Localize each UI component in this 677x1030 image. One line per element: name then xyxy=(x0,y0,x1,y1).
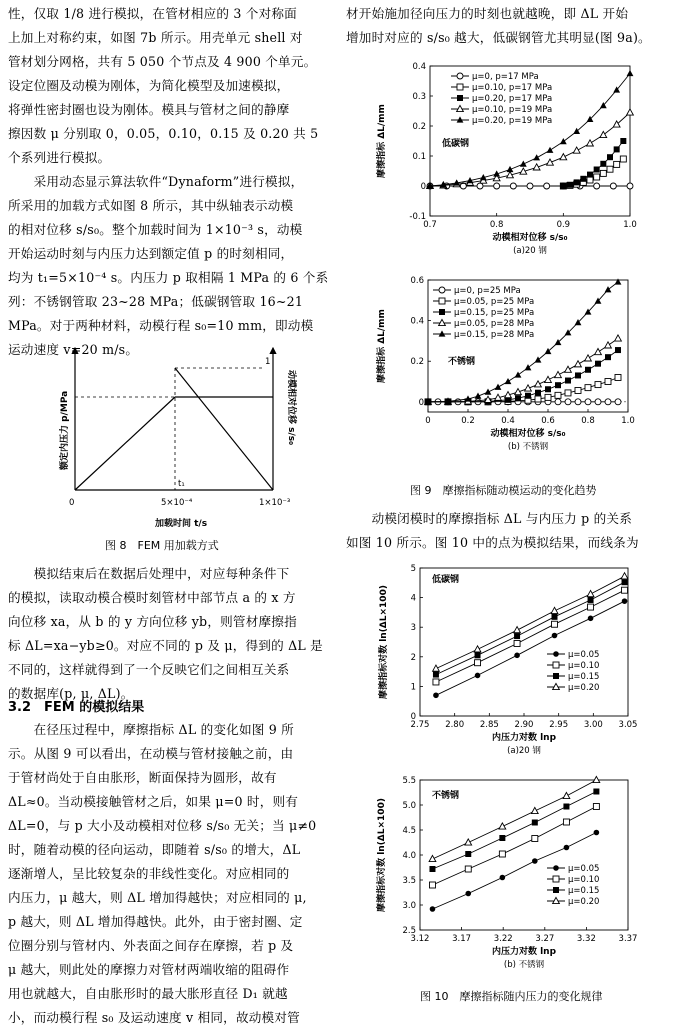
x-tick-label: 3.32 xyxy=(576,934,596,944)
data-point xyxy=(565,366,572,372)
legend-marker xyxy=(457,105,464,111)
legend-marker xyxy=(457,84,463,90)
data-point xyxy=(429,882,435,888)
text-line: 时，随着动模的径向运动，即随着 s/s₀ 的增大，ΔL xyxy=(8,842,301,857)
data-point xyxy=(495,384,502,390)
text-line: 上加上对称约束，如图 7b 所示。用壳单元 shell 对 xyxy=(8,30,303,45)
data-point xyxy=(499,835,505,841)
y-axis-label: 摩擦指标对数 ln(ΔL×100) xyxy=(379,585,389,699)
data-point xyxy=(565,378,571,384)
text-line: 管材划分网格，共有 5 050 个节点及 4 900 个单元。 xyxy=(8,54,317,69)
y-tick-label: 0.4 xyxy=(410,316,424,327)
data-point xyxy=(567,182,573,188)
material-label: 低碳钢 xyxy=(442,139,470,149)
text-line: 如图 10 所示。图 10 中的点为模拟结果，而线条为 xyxy=(346,535,639,550)
text-line: 位圈分别与管材内、外表面之间存在摩擦，若 p 及 xyxy=(8,938,294,953)
data-point xyxy=(560,183,566,189)
x-tick-label: 3.22 xyxy=(493,934,513,944)
data-point xyxy=(587,172,593,178)
x-tick-label: 3.12 xyxy=(410,934,430,944)
data-point xyxy=(555,382,561,388)
text-line: ΔL=0，与 p 大小及动模相对位移 s/s₀ 无关；当 μ≠0 xyxy=(8,818,317,833)
x-tick-label: 0.8 xyxy=(581,416,595,426)
paragraph-right-mid xyxy=(346,507,639,555)
data-point xyxy=(585,385,591,391)
data-point xyxy=(607,154,613,160)
x-axis-label: 动模相对位移 s/s₀ xyxy=(490,429,566,439)
data-point xyxy=(531,807,538,813)
legend-marker xyxy=(439,287,445,293)
data-point xyxy=(485,388,492,394)
text-line: μ 越大，则此处的摩擦力对管材两端收缩的阻碍作 xyxy=(8,962,290,977)
x-tick-label: 3.37 xyxy=(618,934,638,944)
data-point xyxy=(595,399,601,405)
data-point xyxy=(535,356,542,362)
data-point xyxy=(615,347,621,353)
figure-9b-svg xyxy=(370,272,660,472)
data-point xyxy=(551,607,558,613)
data-point xyxy=(627,183,633,189)
text-line: 的相对位移 s/s₀。整个加载时间为 1×10⁻³ s，动模 xyxy=(8,222,303,237)
data-point xyxy=(600,170,606,176)
data-point xyxy=(533,154,540,160)
fig8-ylabel: 额定内压力 p/MPa xyxy=(60,390,70,470)
data-point xyxy=(555,392,561,398)
paragraph-postprocess xyxy=(8,562,323,706)
data-point xyxy=(525,393,531,399)
data-point xyxy=(594,174,600,180)
paragraph-results xyxy=(8,718,316,1030)
data-point xyxy=(433,672,439,678)
data-point xyxy=(565,390,571,396)
data-point xyxy=(545,386,551,392)
data-point xyxy=(563,804,569,810)
x-tick-label: 3.27 xyxy=(535,934,555,944)
data-point xyxy=(593,789,599,795)
data-point xyxy=(500,875,506,881)
data-point xyxy=(575,387,581,393)
y-tick-label: 0 xyxy=(418,397,424,408)
text-line: 列：不锈钢管取 23~28 MPa；低碳钢管取 16~21 xyxy=(8,294,304,309)
y-axis-label: 摩擦指标 ΔL/mm xyxy=(377,309,387,383)
data-point xyxy=(607,166,613,172)
fig8-tick-one: 1 xyxy=(265,357,271,367)
x-tick-label: 2.90 xyxy=(514,720,534,730)
paragraph-right-top xyxy=(346,2,651,50)
text-line: 于管材尚处于自由胀形，断面保持为圆形，故有 xyxy=(8,770,277,785)
data-point xyxy=(547,147,554,153)
legend-label: μ=0.10 xyxy=(568,661,600,671)
legend-marker xyxy=(553,651,559,657)
y-axis-label: 摩擦指标 ΔL/mm xyxy=(377,104,387,178)
figure-10a-svg xyxy=(370,560,660,770)
data-point xyxy=(594,183,600,189)
data-point xyxy=(588,604,594,610)
data-point xyxy=(477,183,483,189)
subfigure-label: (a)20 钢 xyxy=(513,246,547,256)
data-point xyxy=(532,836,538,842)
data-point xyxy=(615,399,621,405)
data-point xyxy=(594,830,600,836)
material-label: 不锈钢 xyxy=(432,791,460,801)
text-line: MPa。对于两种材料，动模行程 s₀=10 mm，即动模 xyxy=(8,318,314,333)
data-point xyxy=(587,177,593,183)
figure-10-caption: 图 10 摩擦指标随内压力的变化规律 xyxy=(420,990,603,1003)
data-point xyxy=(505,378,512,384)
data-point xyxy=(499,823,506,829)
legend-marker xyxy=(553,876,559,882)
figure-8-loading-diagram xyxy=(55,340,305,534)
data-point xyxy=(574,179,580,185)
x-axis-label: 动模相对位移 s/s₀ xyxy=(492,233,568,243)
x-tick-label: 0 xyxy=(425,416,431,426)
y-tick-label: 0.1 xyxy=(412,152,426,162)
data-point xyxy=(593,804,599,810)
section-heading-3-2: 3.2 FEM 的模拟结果 xyxy=(8,700,145,715)
legend-label: μ=0, p=17 MPa xyxy=(472,72,539,82)
x-tick-label: 2.75 xyxy=(410,720,430,730)
data-point xyxy=(594,167,600,173)
data-point xyxy=(563,819,569,825)
text-line: 将弹性密封圈也设为刚体。模具与管材之间的静摩 xyxy=(8,102,290,117)
data-point xyxy=(544,183,550,189)
subfigure-label: (b) 不锈钢 xyxy=(507,442,549,452)
legend-marker xyxy=(439,330,446,336)
fig8-xlabel: 加载时间 t/s xyxy=(155,519,208,529)
data-point xyxy=(563,792,570,798)
data-point xyxy=(514,640,520,646)
data-point xyxy=(615,374,621,380)
legend-label: μ=0.10 xyxy=(568,875,600,885)
x-tick-label: 0.9 xyxy=(556,220,571,230)
data-point xyxy=(615,335,622,341)
legend-label: μ=0.05, p=28 MPa xyxy=(454,319,535,329)
data-point xyxy=(595,348,602,354)
legend-label: μ=0.05 xyxy=(568,650,600,660)
text-line: 所采用的加载方式如图 8 所示，其中纵轴表示动模 xyxy=(8,198,294,213)
data-point xyxy=(595,361,601,367)
y-tick-label: 0.2 xyxy=(410,357,424,368)
subfigure-label: (b) 不锈钢 xyxy=(503,960,545,970)
text-line: 不同的，这样就得到了一个反映它们之间相互关系 xyxy=(8,662,290,677)
plot-frame xyxy=(420,780,628,930)
legend-label: μ=0, p=25 MPa xyxy=(454,286,521,296)
y-tick-label: 2 xyxy=(410,652,416,663)
data-point xyxy=(433,665,440,671)
legend-label: μ=0.05, p=25 MPa xyxy=(454,297,535,307)
data-point xyxy=(430,906,436,912)
fig8-tick-mid: 5×10⁻⁴ xyxy=(161,498,193,508)
legend-marker xyxy=(553,662,559,668)
text-line: p 越大，则 ΔL 增加得越快。此外，由于密封圈、定 xyxy=(8,914,303,929)
text-line: 采用动态显示算法软件“Dynaform”进行模拟， xyxy=(8,174,304,189)
data-point xyxy=(552,614,558,620)
data-point xyxy=(527,183,533,189)
text-line: 材开始施加径向压力的时刻也就越晚，即 ΔL 开始 xyxy=(346,6,629,21)
data-point xyxy=(465,866,471,872)
legend-marker xyxy=(553,683,560,689)
legend-marker xyxy=(553,673,559,679)
text-line: 开始运动时刻与内压力达到额定值 p 的时刻相同， xyxy=(8,246,294,261)
data-point xyxy=(605,399,611,405)
data-point xyxy=(610,183,616,189)
data-point xyxy=(525,385,532,391)
figure-9a-chart xyxy=(370,58,660,272)
legend-marker xyxy=(439,309,445,315)
text-line: 性，仅取 1/8 进行模拟，在管材相应的 3 个对称面 xyxy=(8,6,297,21)
y-tick-label: 3.0 xyxy=(402,901,416,911)
data-point xyxy=(587,140,594,146)
y-tick-label: 5.0 xyxy=(402,801,416,811)
data-point xyxy=(545,376,552,382)
legend-label: μ=0.20 xyxy=(568,683,600,693)
text-line: 运动速度 v=20 m/s。 xyxy=(8,342,139,357)
data-point xyxy=(585,399,591,405)
x-tick-label: 1.0 xyxy=(621,416,635,426)
legend-marker xyxy=(553,887,559,893)
text-line: 均为 t₁=5×10⁻⁴ s。内压力 p 取相隔 1 MPa 的 6 个系 xyxy=(8,270,329,285)
x-tick-label: 1.0 xyxy=(623,220,637,230)
y-tick-label: 0.3 xyxy=(412,92,426,102)
data-point xyxy=(515,395,521,401)
data-point xyxy=(535,381,542,387)
legend-label: μ=0.20, p=17 MPa xyxy=(472,94,553,104)
data-point xyxy=(515,371,522,377)
data-point xyxy=(564,845,570,851)
y-tick-label: 2.5 xyxy=(402,926,416,936)
text-line: 模拟结束后在数据后处理中，对应每种条件下 xyxy=(8,566,290,581)
y-tick-label: 1 xyxy=(410,682,416,693)
fig8-tick-zero: 0 xyxy=(69,498,75,508)
legend-label: μ=0.20, p=19 MPa xyxy=(472,116,553,126)
figure-9a-svg xyxy=(370,58,660,268)
text-line: 标 ΔL=xa−yb≥0。对应不同的 p 及 μ，得到的 ΔL 是 xyxy=(8,638,323,653)
data-point xyxy=(621,573,628,579)
figure-10a-chart xyxy=(370,560,660,774)
data-point xyxy=(595,382,601,388)
legend-label: μ=0.10, p=17 MPa xyxy=(472,83,553,93)
y-tick-label: 0.6 xyxy=(410,276,424,286)
legend-label: μ=0.15, p=25 MPa xyxy=(454,308,535,318)
legend-marker xyxy=(439,319,446,325)
data-point xyxy=(465,851,471,857)
text-line: 擦因数 μ 分别取 0，0.05，0.10，0.15 及 0.20 共 5 xyxy=(8,126,319,141)
data-point xyxy=(560,154,567,160)
x-tick-label: 3.17 xyxy=(452,934,472,944)
data-point xyxy=(535,396,541,402)
data-point xyxy=(475,660,481,666)
x-tick-label: 0.4 xyxy=(501,416,515,426)
data-point xyxy=(552,633,558,639)
y-tick-label: 3.5 xyxy=(402,876,416,886)
data-point xyxy=(622,579,628,585)
data-point xyxy=(605,342,612,348)
y-tick-label: 0 xyxy=(410,712,416,722)
x-tick-label: 2.80 xyxy=(445,720,465,730)
text-line: 的模拟，读取动模合模时刻管材中部节点 a 的 x 方 xyxy=(8,590,296,605)
legend-label: μ=0.15, p=28 MPa xyxy=(454,330,535,340)
data-point xyxy=(433,692,439,698)
x-tick-label: 0.2 xyxy=(461,416,475,426)
x-tick-label: 2.95 xyxy=(549,720,569,730)
data-point xyxy=(622,598,628,604)
data-point xyxy=(605,354,611,360)
data-point xyxy=(605,379,611,385)
material-label: 不锈钢 xyxy=(448,357,476,367)
legend-label: μ=0.05 xyxy=(568,864,600,874)
figure-10b-svg xyxy=(370,772,660,982)
paragraph-loading xyxy=(8,170,328,362)
data-point xyxy=(475,673,481,679)
data-point xyxy=(433,679,439,685)
data-point xyxy=(429,855,436,861)
data-point xyxy=(514,633,520,639)
y-axis-label: 摩擦指标对数 ln(ΔL×100) xyxy=(377,798,387,912)
y-tick-label: 5 xyxy=(410,564,416,574)
data-point xyxy=(499,851,505,857)
text-line: 内压力，μ 越大，则 ΔL 增加得越快；对应相同的 μ, xyxy=(8,890,307,905)
legend-marker xyxy=(553,865,559,871)
plot-frame xyxy=(420,568,628,716)
data-point xyxy=(555,371,562,377)
y-tick-label: 5.5 xyxy=(402,776,416,786)
data-point xyxy=(627,109,634,115)
x-tick-label: 0.8 xyxy=(489,220,504,230)
data-point xyxy=(510,183,516,189)
displacement-line xyxy=(175,368,273,490)
data-point xyxy=(514,653,520,659)
data-point xyxy=(622,587,628,593)
data-point xyxy=(615,278,622,284)
data-point xyxy=(555,399,561,405)
data-point xyxy=(565,399,571,405)
y-tick-label: 4.5 xyxy=(402,826,416,836)
legend-label: μ=0.15 xyxy=(568,886,600,896)
data-point xyxy=(627,70,634,76)
x-tick-label: 3.05 xyxy=(618,720,638,730)
data-point xyxy=(593,776,600,782)
y-tick-label: 0.4 xyxy=(412,62,426,72)
text-line: 的数据库(p, μ, ΔL)。 xyxy=(8,686,134,701)
x-tick-label: 0.7 xyxy=(423,220,437,230)
y-tick-label: 0 xyxy=(420,182,426,192)
y-tick-label: 4 xyxy=(410,593,416,604)
text-line: 动模闭模时的摩擦指标 ΔL 与内压力 p 的关系 xyxy=(346,511,633,526)
data-point xyxy=(525,364,532,370)
text-line: 示。从图 9 可以看出，在动模与管材接触之前，由 xyxy=(8,746,294,761)
figure-10b-chart xyxy=(370,772,660,986)
material-label: 低碳钢 xyxy=(432,575,460,585)
legend-marker xyxy=(553,897,560,903)
legend-label: μ=0.20 xyxy=(568,897,600,907)
data-point xyxy=(600,131,607,137)
legend-label: μ=0.15 xyxy=(568,672,600,682)
y-tick-label: 3 xyxy=(410,623,416,634)
data-point xyxy=(620,138,626,144)
data-point xyxy=(475,652,481,658)
text-line: 小，而动模行程 s₀ 及运动速度 v 相同，故动模对管 xyxy=(8,1010,300,1025)
text-line: 增加时对应的 s/s₀ 越大，低碳钢管尤其明显(图 9a)。 xyxy=(346,30,651,45)
figure-8-svg xyxy=(55,340,305,530)
data-point xyxy=(552,621,558,627)
series-line xyxy=(433,792,597,870)
data-point xyxy=(465,839,472,845)
y-tick-label: -0.1 xyxy=(409,212,426,222)
x-tick-label: 2.85 xyxy=(479,720,499,730)
text-line: 个系列进行模拟。 xyxy=(8,150,111,165)
data-point xyxy=(575,361,582,367)
data-point xyxy=(545,394,551,400)
data-point xyxy=(588,616,594,622)
x-axis-label: 内压力对数 lnp xyxy=(491,733,557,743)
data-point xyxy=(535,390,541,396)
data-point xyxy=(620,156,626,162)
x-tick-label: 3.00 xyxy=(583,720,603,730)
data-point xyxy=(585,367,591,373)
data-point xyxy=(429,866,435,872)
data-point xyxy=(514,627,521,633)
x-axis-label: 内压力对数 lnp xyxy=(491,947,557,957)
y-tick-label: 4.0 xyxy=(402,851,416,861)
fig8-tick-t1: t₁ xyxy=(178,479,185,489)
text-line: ΔL≈0。当动模接触管材之后，如果 μ=0 时，则有 xyxy=(8,794,299,809)
data-point xyxy=(614,161,620,167)
data-point xyxy=(474,646,481,652)
data-point xyxy=(585,355,592,361)
data-point xyxy=(587,590,594,596)
text-line: 设定位圈及动模为刚体，为简化模型及加速模拟， xyxy=(8,78,290,93)
figure-8-caption: 图 8 FEM 用加载方式 xyxy=(105,539,219,552)
data-point xyxy=(532,858,538,864)
legend-marker xyxy=(457,73,463,79)
data-point xyxy=(532,820,538,826)
paragraph-intro xyxy=(8,2,318,170)
data-point xyxy=(600,161,606,167)
text-line: 逐渐增人，呈比较复杂的非线性变化。对应相同的 xyxy=(8,866,290,881)
y-tick-label: 0.2 xyxy=(412,122,426,132)
text-line: 向位移 xa，从 b 的 y 方向位移 yb，则管材摩擦指 xyxy=(8,614,297,629)
text-line: 在径压过程中，摩擦指标 ΔL 的变化如图 9 所 xyxy=(8,722,294,737)
data-point xyxy=(573,147,580,153)
data-point xyxy=(560,138,567,144)
data-point xyxy=(465,891,471,897)
legend-marker xyxy=(457,116,464,122)
data-point xyxy=(575,399,581,405)
x-tick-label: 0.6 xyxy=(541,416,555,426)
figure-9-caption: 图 9 摩擦指标随动模运动的变化趋势 xyxy=(410,484,597,497)
pressure-ramp-line xyxy=(75,397,175,490)
data-point xyxy=(605,286,612,292)
data-point xyxy=(614,146,620,152)
subfigure-label: (a)20 钢 xyxy=(507,746,541,756)
fig8-ylabel2: 动模相对位移 s/s₀ xyxy=(286,370,296,446)
data-point xyxy=(575,372,581,378)
text-line: 用也就越大，自由胀形时的最大胀形直径 D₁ 就越 xyxy=(8,986,288,1001)
data-point xyxy=(494,183,500,189)
fig8-tick-end: 1×10⁻³ xyxy=(259,498,291,508)
figure-9b-chart xyxy=(370,272,660,476)
legend-label: μ=0.10, p=19 MPa xyxy=(472,105,553,115)
data-point xyxy=(588,597,594,603)
legend-marker xyxy=(457,95,463,101)
data-point xyxy=(520,161,527,167)
legend-marker xyxy=(439,298,445,304)
data-point xyxy=(580,176,586,182)
